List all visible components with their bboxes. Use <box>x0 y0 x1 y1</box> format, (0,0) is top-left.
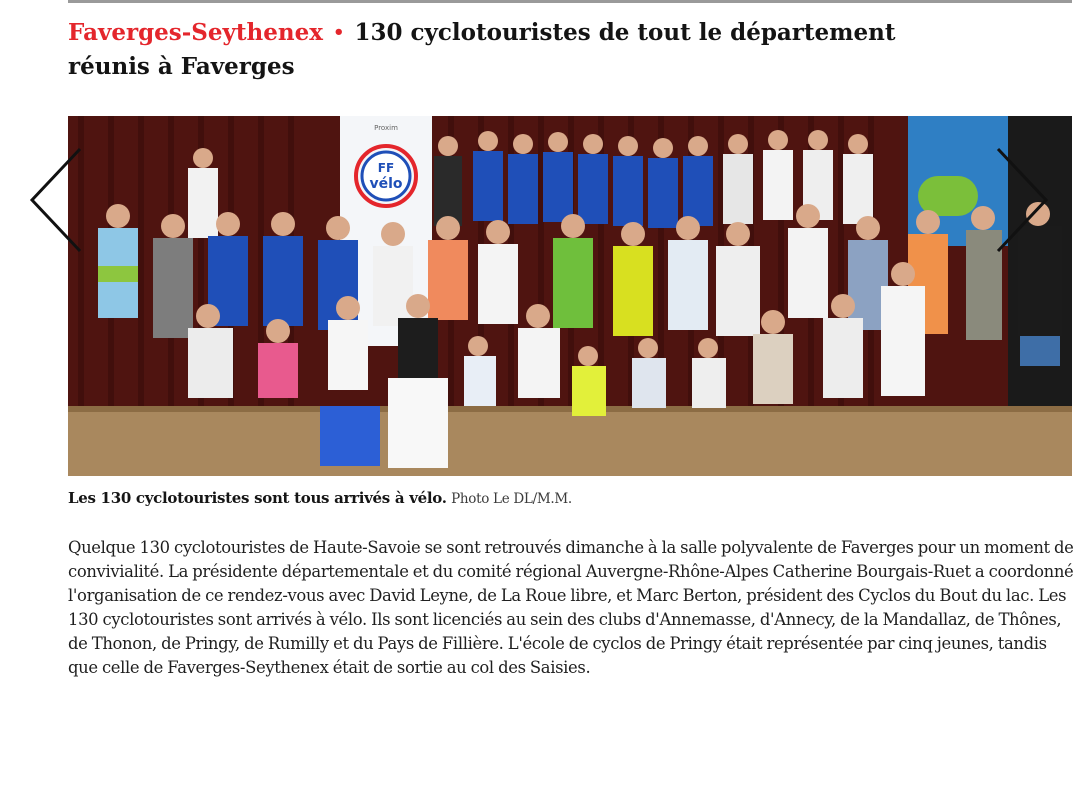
article-photo[interactable] <box>68 116 1072 476</box>
headline-bullet: • <box>332 22 345 43</box>
article-body: Quelque 130 cyclotouristes de Haute-Savoie se sont retrouvés dimanche à la salle polyvalente de Faverges pour un moment de convivialité. La présidente départementale et du comité régional Auvergne-Rhône-Alpes Catherine Bourgais-Ruet a coordonné l'organisation de ce rendez-vous avec David Leyne, de La Roue libre, et Marc Berton, président des Cyclos du Bout du lac. Les 130 cyclotouristes sont arrivés à vélo. Ils sont licenciés au sein des clubs d'Annemasse, d'Annecy, de la Mandallaz, de Thônes, de Thonon, de Pringy, de Rumilly et du Pays de Fillière. L'école de cyclos de Pringy était représentée par cinq jeunes, tandis que celle de Faverges-Seythenex était de sortie au col des Saisies. <box>68 538 1074 677</box>
headline-title: 130 cyclotouristes de tout le département réunis à Faverges <box>68 19 896 80</box>
previous-photo-button[interactable] <box>24 145 84 255</box>
headline-locality: Faverges-Seythenex <box>68 19 323 46</box>
photo-caption <box>68 487 1072 510</box>
next-photo-button[interactable] <box>994 145 1054 255</box>
photo-credit: Photo Le DL/M.M. <box>451 491 572 507</box>
banner-logo-ff: FF <box>377 161 395 175</box>
banner-small-text: Proxim <box>374 124 398 132</box>
top-divider <box>68 0 1072 3</box>
chevron-left-icon <box>24 145 84 255</box>
article-headline <box>68 16 968 84</box>
chevron-right-icon <box>994 145 1054 255</box>
group-photo-illustration <box>68 116 1072 476</box>
banner-logo-velo: vélo <box>369 176 403 192</box>
caption-text: Les 130 cyclotouristes sont tous arrivés à vélo. <box>68 489 447 507</box>
